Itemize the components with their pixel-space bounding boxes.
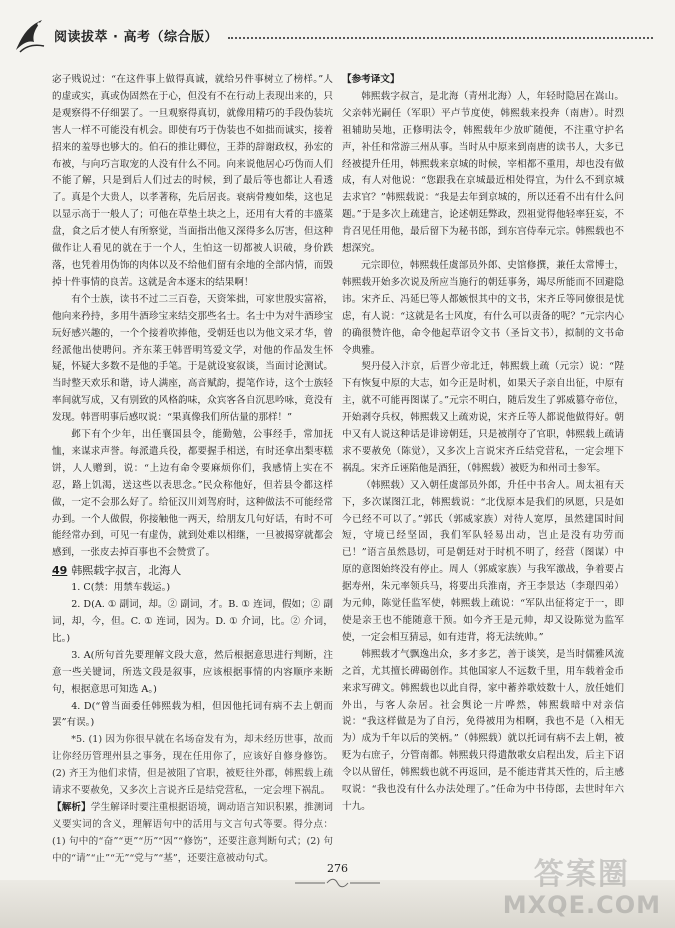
watermark-top-text: 答案圈 xyxy=(533,857,630,892)
left-column xyxy=(52,72,333,868)
right-column xyxy=(342,72,624,816)
translation-paragraph-3: 契丹侵入汴京，后晋少帝北迁，韩熙载上疏（元宗）说：“陛下有恢复中原的大志，如今正是时机，如果天子亲自出征，中原有主，就不可能再图谋了。”元宗不明白，随后发生了郭威篡夺帝位，开始剥夺兵权，韩熙载又上疏劝说，宋齐丘等人都说他做得好。朝中又有人说这种话是诽谤朝廷，只是被削夺了官职，韩熙载上疏请求不要赦免（陈觉），又多次上言说宋齐丘结党营私，一定会埋下祸乱。宋齐丘诬陷他是酒狂，（韩熙载）被贬为和州司士参军。 xyxy=(342,361,624,474)
translation-paragraph-1: 韩熙载字叔言，是北海（青州北海）人，年轻时隐居在嵩山。父亲韩光嗣任（军职）平卢节度使，韩熙载来投奔（南唐）。时烈祖辅助吴地，正修明法令，韩熙载年少放旷随便，不注重守护名声，补任和常游三州从事。当时从中原来到南唐的读书人，大多已经被提升任用，韩熙载来京城的时候，宰相都不重用，却也没有做成，有人对他说：“您跟我在京城最近相处得宜，为什么不到京城去求官？”韩熙载说：“我是去年到京城的，所以还看不出有什么问题。”于是多次上疏建言，论述朝廷弊政，烈祖觉得他轻率狂妄，不肯召见任用他，最后留下为秘书郎，到东宫侍奉元宗。韩熙载也不想深究。 xyxy=(342,90,624,255)
question-49-heading xyxy=(52,563,333,580)
answer-4: 4. D(“曾当面委任韩熙载为相，但因他托词有病不去上朝而罢”有误。) xyxy=(52,700,333,729)
analysis-paragraph xyxy=(52,800,333,868)
analysis-label: 【解析】 xyxy=(52,801,91,813)
left-paragraph-2: 有个士族，读书不过二三百卷，天资笨拙，可家世殷实富裕，他向来矜持，多用牛酒珍宝来结交那些名士。名士中为对牛酒珍宝玩好感兴趣的，一个个接着吹捧他，受朝廷也以为他文采才华，曾经派他出使聘问。齐东莱王韩晋明笃爱文学，对他的作品发生怀疑，怀疑大多数不是他的手笔。于是就设宴叙谈，当面讨论测试。当时整天欢乐和谐，诗人满座，高音赋韵，提笔作诗，这个士族轻率间就写成，又有别致的风格韵味，众宾客各自沉思吟咏，竟没有发现。韩晋明事后感叹说：“果真像我们所估量的那样！” xyxy=(52,293,333,424)
reference-translation-label: 【参考译文】 xyxy=(342,74,400,85)
question-number: 49 xyxy=(52,564,68,578)
left-paragraph-3: 邺下有个少年，出任襄国县令，能勤勉，公事经手，常加抚恤，来谋求声誉。每派遣兵役，都要握手相送，有时还拿出梨枣糕饼，人人赠到，说：“上边有命令要麻烦你们，我感情上实在不忍，路上饥渴，送这些以表思念。”民众称他好，但若县令都这样做，一定不会那么好了。给征汉川刘驾府时，这种做法不可能经常办到。一个人做假，你接触他一两天，给朋友几句好话，有时不可能经常办到，可见一有虚伪，就到处难以相继，一旦被揭穿就都会感到，一张皮去掉百事也不会赞赏了。 xyxy=(52,429,333,559)
watermark-bottom-text: MXQE.COM xyxy=(502,891,661,919)
analysis-text: 学生解译时要注重根据语境，调动语言知识积累，推测词义要实词的含义，理解语句中的活用与文言句式等要。得分点：(1) 句中的“奋”“更”“历”“因”“修饬”，还要注意判断句式；(2) 句中的“请”“止”“无”“党与”“基”，还要注意被动句式。 xyxy=(52,801,334,864)
book-title: 阅读拔萃 · 高考（综合版） xyxy=(54,30,218,45)
translation-paragraph-5: 韩熙载才气飘逸出众，多才多艺，善于谈笑，是当时儒雅风流之首，尤其擅长碑碣创作。其他国家人不远数千里，用车载着金币来求写碑文。韩熙载也以此自得，家中蓄养歌妓数十人，放任她们外出，与客人杂居。社会舆论一片哗然，韩熙载暗中对亲信说：“我这样做是为了自污，免得被用为相啊，我也不是（入相无为）成为千年以后的笑柄。”（韩熙载）就以托词有病不去上朝，被贬为右庶子，分管南都。韩熙载只得遣散歌女启程出发，后主下诏令以从留任，韩熙载也就不再返回，是不能违背其天性的，后主感叹说：“我也没有什么办法处理了。”任命为中书侍郎，去世时年六十九。 xyxy=(342,648,624,812)
page-header xyxy=(0,0,675,62)
footer-ornament-icon xyxy=(295,878,380,888)
question-title: 韩熙载字叔言，北海人 xyxy=(71,564,182,578)
translation-paragraph-2: 元宗即位，韩熙载任虞部员外郎、史馆修撰，兼任太常博士，韩熙载开始多次说及所应当施行的朝廷事务，竭尽所能而不回避隐讳。宋齐丘、冯延巳等人都嫉恨其中的文书，宋齐丘等同僚很是忧虑，有人说：“这就是名士风度，有什么可以责备的呢？”元宗内心的确很赞许他，命令他起草诏令文书（圣旨文书），拟制的文书命令典雅。 xyxy=(342,259,624,356)
answer-2: 2. D(A. ① 副词，却。② 副词，才。B. ① 连词，假如；② 副词，却，今，但。C. ① 连词，因为。D. ① 介词，比。② 介词，比。) xyxy=(52,599,333,644)
answer-1: 1. C(禁：用禁车载运。) xyxy=(71,582,171,594)
bird-logo-icon xyxy=(12,16,48,56)
page-number: 276 xyxy=(327,862,348,875)
left-paragraph-1: 宓子贱说过：“在这件事上做得真诚，就给另件事树立了榜样。”人的虚或实，真或伪固然在于心，但没有不在行动上表现出来的，只是观察得不仔细罢了。一旦观察得真切，就像用精巧的手段伪装坑害人一样不可能没有机会。即使有巧于伪装也不如拙而诚实，接着招来的羞辱也够大的。伯石的推让卿位，王莽的辞谢政权，孙宏的布被，与向巧言取宠的人没有什么不同。向来说他居心巧伪而人们不能了解，只是到后人们过去的时候，到了最后等也都让人看透了。真是个大贵人，以孝著称，先后居丧。衰病骨瘦如柴，这也足以显示高于一般人了；可他在草垫土块之上，还用有大肴的丰盛菜盘，食之后才使人有所察觉，当面指出他又深得多么厉害，但这种做作让人看见的就在于一个人，生怕这一切都被人识破，身价跌落，也凭着用伪饰的肉体以及不给他们留有余地的全部内情，而毁掉十件事情的良苦。这就是舍本逐末的结果啊！ xyxy=(52,74,333,288)
answer-3: 3. A(所句首先要理解文段大意，然后根据意思进行判断，注意一些关键词，所选文段是叙事，应该根据事情的内容顺序来断句，根据意思可知选 A。) xyxy=(52,649,333,695)
site-watermark xyxy=(503,858,661,918)
header-dotted-rule xyxy=(228,37,653,39)
translation-paragraph-4: （韩熙载）又入朝任虞部员外郎，升任中书舍人。周太祖有天下，多次谋图江北，韩熙载说：“北伐原本是我们的夙愿，只是如今已经不可以了。”郭氏（郭威家族）对待人宽厚，虽然建国时间短，守境已经坚固，我们军队轻易出动，岂止是没有功劳而已！”语言虽然恳切，可是朝廷对于时机不明了，经营（图谋）中原的意图始终没有停止。周人（郭威家族）与我军激战，争着要占据寿州，朱元率领兵马，将要出兵淮南，齐王李景达（李璟四弟）为元帅，陈觉任监军使，韩熙载上疏说：“军队出征将定于一，即使是亲王也不能随意干预。如今齐王是元帅，却又设陈觉为监军使，一定会相互猜忌，如有违背，将无法统帅。” xyxy=(342,479,624,643)
answer-5: *5. (1) 因为你很早就在名场奋发有为，却未经历世事，故而让你经历管理州县之事务，现在任用你了，应该好自修身修饬。(2) 齐王为他们求情，但是被阻了官职，被贬往外郡，韩熙载上疏请求不要赦免，又多次上言说齐丘是结党营私，一定会埋下祸乱。 xyxy=(52,734,333,797)
